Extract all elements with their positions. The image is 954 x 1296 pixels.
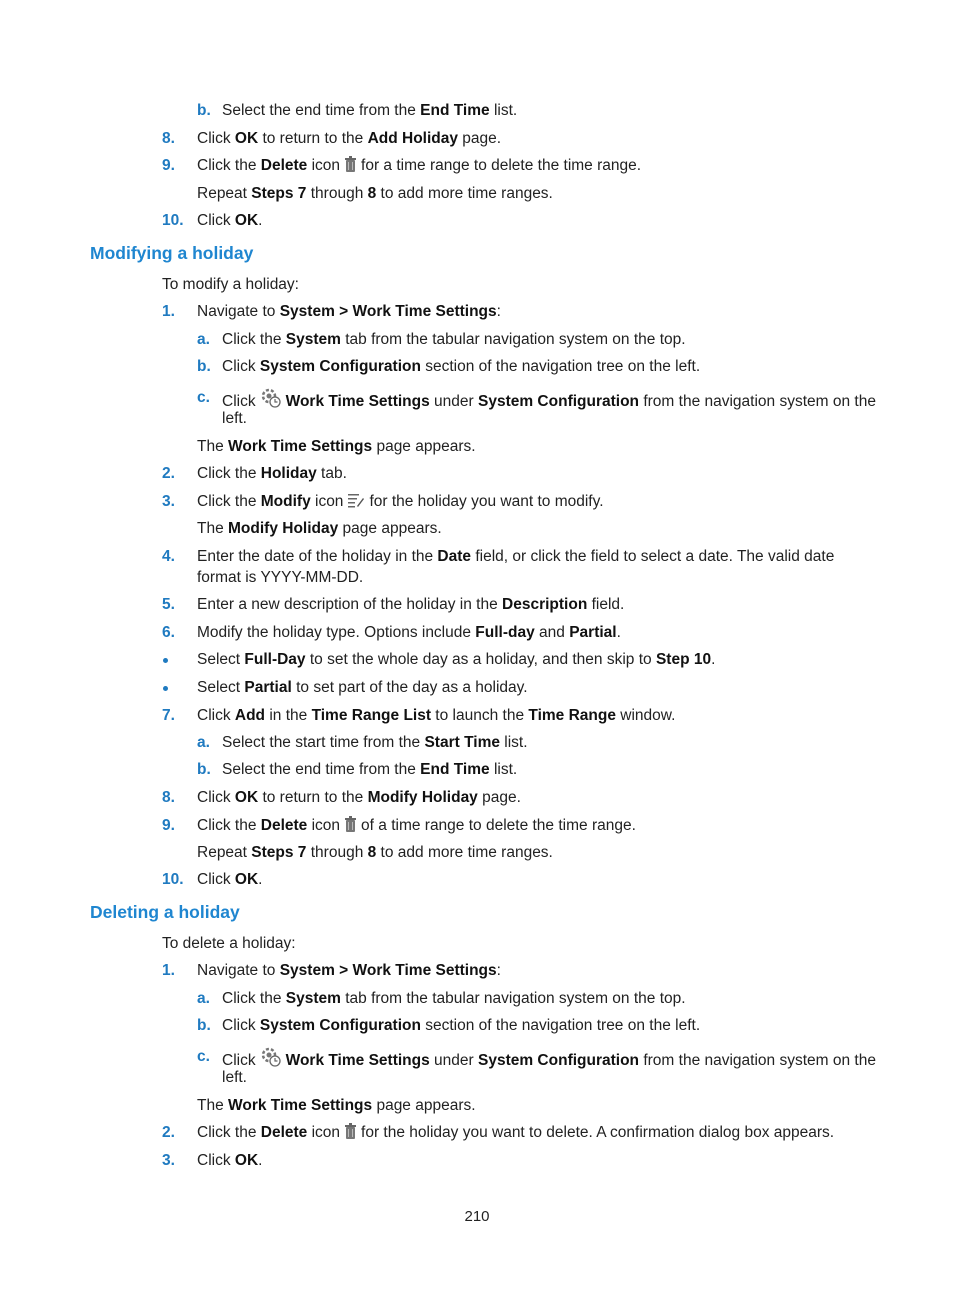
- modify-step-3-label: 3.: [162, 493, 175, 510]
- modify-step-1b-label: b.: [197, 358, 211, 375]
- delete-step-1-label: 1.: [162, 962, 175, 979]
- modify-step-7-label: 7.: [162, 707, 175, 724]
- modify-step-1c-text-cont: left.: [222, 410, 247, 427]
- modify-step-1b-text: Click System Configuration section of the navigation tree on the left.: [222, 358, 701, 375]
- modify-step-4-text-cont: format is YYYY-MM-DD.: [197, 569, 364, 586]
- delete-step-2-label: 2.: [162, 1124, 175, 1141]
- modify-step-6-text: Modify the holiday type. Options include Full-day and Partial.: [197, 624, 621, 641]
- modify-step-4-label: 4.: [162, 548, 175, 565]
- delete-step-1a-text: Click the System tab from the tabular navigation system on the top.: [222, 990, 686, 1007]
- trash-icon: [345, 1123, 356, 1144]
- step-10-text: Click OK.: [197, 212, 263, 229]
- modify-step-1-label: 1.: [162, 303, 175, 320]
- delete-step-3-text: Click OK.: [197, 1152, 263, 1169]
- modify-step-6-label: 6.: [162, 624, 175, 641]
- step-b-text: Select the end time from the End Time list.: [222, 102, 518, 119]
- section-heading-modify: Modifying a holiday: [90, 243, 254, 263]
- delete-step-3-label: 3.: [162, 1152, 175, 1169]
- repeat-note: Repeat Steps 7 through 8 to add more time ranges.: [197, 185, 553, 202]
- modify-step-2-text: Click the Holiday tab.: [197, 465, 347, 482]
- modify-step-5-text: Enter a new description of the holiday in the Description field.: [197, 596, 625, 613]
- step-8-text: Click OK to return to the Add Holiday page.: [197, 130, 502, 147]
- modify-step-8-label: 8.: [162, 789, 175, 806]
- delete-appears-note: The Work Time Settings page appears.: [197, 1097, 476, 1114]
- step-10-label: 10.: [162, 212, 184, 229]
- modify-step-1a-text: Click the System tab from the tabular navigation system on the top.: [222, 331, 686, 348]
- modify-step-3-note: The Modify Holiday page appears.: [197, 520, 442, 537]
- modify-step-2-label: 2.: [162, 465, 175, 482]
- delete-intro: To delete a holiday:: [162, 935, 296, 952]
- modify-step-9-text: Click the Delete icon of a time range to delete the time range.: [197, 816, 636, 837]
- delete-step-2-text: Click the Delete icon for the holiday you want to delete. A confirmation dialog box appears.: [197, 1123, 834, 1144]
- modify-step-1c-text: Click Work Time Settings under System Configuration from the navigation system on the: [222, 388, 876, 413]
- modify-step-7b-text: Select the end time from the End Time list.: [222, 761, 518, 778]
- step-8-label: 8.: [162, 130, 175, 147]
- modify-step-7a-text: Select the start time from the Start Time list.: [222, 734, 528, 751]
- modify-step-1c-label: c.: [197, 389, 210, 406]
- gear-clock-icon: [261, 1047, 281, 1072]
- gear-clock-icon: [261, 388, 281, 413]
- step-9-label: 9.: [162, 157, 175, 174]
- modify-step-10-text: Click OK.: [197, 871, 263, 888]
- modify-intro: To modify a holiday:: [162, 276, 299, 293]
- trash-icon: [345, 156, 356, 177]
- trash-icon: [345, 816, 356, 837]
- modify-step-7b-label: b.: [197, 761, 211, 778]
- modify-step-5-label: 5.: [162, 596, 175, 613]
- modify-step-7a-label: a.: [197, 734, 210, 751]
- modify-bullet-2: Select Partial to set part of the day as a holiday.: [197, 679, 528, 696]
- page-number: 210: [464, 1208, 490, 1225]
- delete-step-1a-label: a.: [197, 990, 210, 1007]
- bullet-dot: [163, 686, 168, 691]
- modify-repeat-note: Repeat Steps 7 through 8 to add more time ranges.: [197, 844, 553, 861]
- delete-step-1b-label: b.: [197, 1017, 211, 1034]
- delete-step-1c-text: Click Work Time Settings under System Configuration from the navigation system on the: [222, 1047, 876, 1072]
- delete-step-1-text: Navigate to System > Work Time Settings:: [197, 962, 501, 979]
- modify-step-10-label: 10.: [162, 871, 184, 888]
- bullet-dot: [163, 658, 168, 663]
- delete-step-1b-text: Click System Configuration section of the navigation tree on the left.: [222, 1017, 701, 1034]
- modify-appears-note: The Work Time Settings page appears.: [197, 438, 476, 455]
- modify-step-3-text: Click the Modify icon for the holiday you want to modify.: [197, 492, 604, 513]
- modify-step-1a-label: a.: [197, 331, 210, 348]
- modify-step-4-text: Enter the date of the holiday in the Date field, or click the field to select a date. The valid date: [197, 548, 835, 565]
- modify-step-1-text: Navigate to System > Work Time Settings:: [197, 303, 501, 320]
- delete-step-1c-label: c.: [197, 1048, 210, 1065]
- delete-step-1c-text-cont: left.: [222, 1069, 247, 1086]
- modify-step-8-text: Click OK to return to the Modify Holiday page.: [197, 789, 521, 806]
- modify-step-9-label: 9.: [162, 817, 175, 834]
- modify-bullet-1: Select Full-Day to set the whole day as a holiday, and then skip to Step 10.: [197, 651, 716, 668]
- step-b-label: b.: [197, 102, 211, 119]
- modify-step-7-text: Click Add in the Time Range List to launch the Time Range window.: [197, 707, 676, 724]
- step-9-text: Click the Delete icon for a time range to delete the time range.: [197, 156, 641, 177]
- edit-list-icon: [348, 492, 364, 513]
- section-heading-delete: Deleting a holiday: [90, 902, 240, 922]
